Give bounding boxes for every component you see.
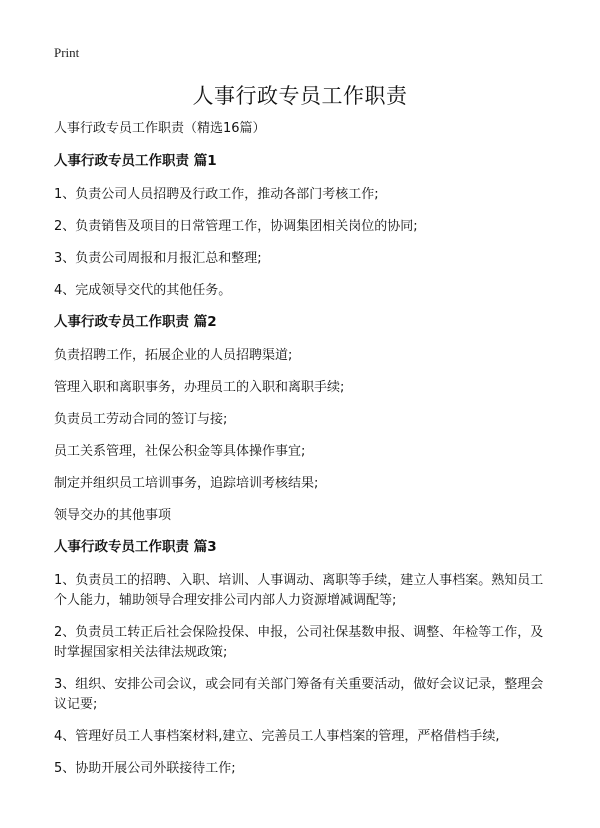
section-1 xyxy=(54,152,554,301)
paragraph: 制定并组织员工培训事务，追踪培训考核结果; xyxy=(54,476,319,491)
page-title: 人事行政专员工作职责 xyxy=(192,84,408,108)
document-subtitle: 人事行政专员工作职责（精选16篇） xyxy=(54,121,266,136)
paragraph: 负责招聘工作，拓展企业的人员招聘渠道; xyxy=(54,348,293,363)
section-heading: 人事行政专员工作职责 篇3 xyxy=(54,539,217,555)
section-heading: 人事行政专员工作职责 篇2 xyxy=(54,314,217,330)
paragraph: 2、负责员工转正后社会保险投保、申报，公司社保基数申报、调整、年检等工作，及时掌握国家相关法律法规政策; xyxy=(54,625,544,660)
paragraph: 负责员工劳动合同的签订与接; xyxy=(54,412,228,427)
section-2 xyxy=(54,313,554,526)
paragraph: 5、协助开展公司外联接待工作; xyxy=(54,761,236,776)
section-3 xyxy=(54,538,554,779)
paragraph: 3、负责公司周报和月报汇总和整理; xyxy=(54,251,262,266)
paragraph: 4、完成领导交代的其他任务。 xyxy=(54,283,232,298)
paragraph: 1、负责员工的招聘、入职、培训、人事调动、离职等手续，建立人事档案。熟知员工个人能力，辅助领导合理安排公司内部人力资源增减调配等; xyxy=(54,573,544,608)
print-link[interactable]: Print xyxy=(54,45,80,60)
paragraph: 1、负责公司人员招聘及行政工作，推动各部门考核工作; xyxy=(54,187,379,202)
document-body xyxy=(54,120,554,791)
paragraph: 管理入职和离职事务，办理员工的入职和离职手续; xyxy=(54,380,345,395)
paragraph: 4、管理好员工人事档案材料,建立、完善员工人事档案的管理，严格借档手续, xyxy=(54,729,500,744)
paragraph: 3、组织、安排公司会议，或会同有关部门筹备有关重要活动，做好会议记录，整理会议记要; xyxy=(54,677,544,712)
paragraph: 领导交办的其他事项 xyxy=(54,508,172,523)
paragraph: 员工关系管理，社保公积金等具体操作事宜; xyxy=(54,444,306,459)
section-heading: 人事行政专员工作职责 篇1 xyxy=(54,153,217,169)
paragraph: 2、负责销售及项目的日常管理工作，协调集团相关岗位的协同; xyxy=(54,219,418,234)
